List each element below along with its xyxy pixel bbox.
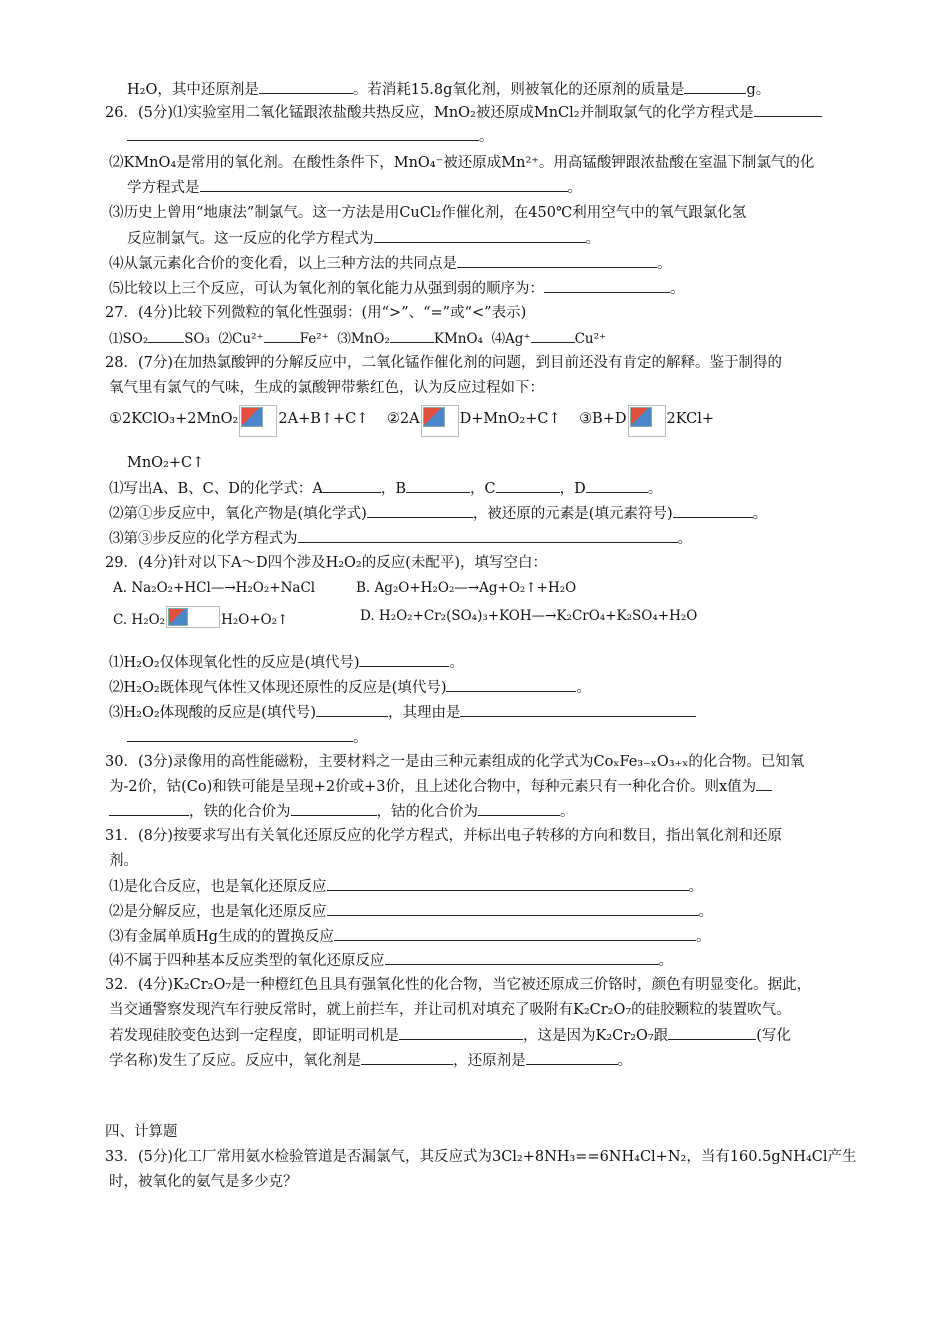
q29-p3: ⑶H₂O₂体现酸的反应是(填代号) ，其理由是 (109, 702, 696, 723)
q32-line4: 学名称)发生了反应。反应中，氧化剂是 ，还原剂是 。 (109, 1050, 632, 1071)
q28-p3: ⑶第③步反应的化学方程式为 。 (109, 528, 692, 549)
q28-equations: ①2KClO₃+2MnO₂ 2A+B↑+C↑ ②2A D+MnO₂+C↑ ③B+D 2KCl+ (109, 405, 714, 437)
q31-p3: ⑶有金属单质Hg生成的的置换反应 。 (109, 926, 710, 947)
q33-line1: 33．(5分)化工厂常用氨水检验管道是否漏氯气，其反应式为3Cl₂+8NH₃==6NH₄Cl+N₂，当有160.5gNH₄Cl产生 (105, 1149, 857, 1165)
q28-p1: ⑴写出A、B、C、D的化学式：A ，B ，C ，D 。 (109, 478, 662, 499)
q26-p3-line1: ⑶历史上曾用“地康法”制氯气。这一方法是用CuCl₂作催化剂，在450℃利用空气中的氧气跟氯化氢 (109, 205, 747, 221)
q28-eq3-cont: MnO₂+C↑ (127, 455, 205, 471)
q27-head: 27．(4分)比较下列微粒的氧化性强弱：(用“>”、“=”或“<”表示) (105, 305, 527, 321)
q26-p3-line2: 反应制氯气。这一反应的化学方程式为 。 (127, 228, 600, 249)
q30-line2: 为-2价，钴(Co)和铁可能是呈现+2价或+3价，且上述化合物中，每种元素只有一种化合价。则x值为 (109, 776, 772, 797)
q31-line2: 剂。 (109, 853, 138, 869)
q26-p1-answer: 。 (127, 126, 494, 147)
q33-line2: 时，被氧化的氨气是多少克？ (109, 1174, 298, 1190)
q31-p4: ⑷不属于四种基本反应类型的氧化还原反应 。 (109, 950, 673, 971)
q29-option-b: B. Ag₂O+H₂O₂—→Ag+O₂↑+H₂O (356, 580, 577, 596)
q28-line1: 28．(7分)在加热氯酸钾的分解反应中，二氧化锰作催化剂的问题，到目前还没有肯定的解释。鉴于制得的 (105, 355, 782, 371)
broken-image-icon (628, 405, 666, 437)
q28-p2: ⑵第①步反应中，氧化产物是(填化学式) ，被还原的元素是(填元素符号) 。 (109, 503, 767, 524)
q30-line3: ，铁的化合价为 ，钴的化合价为 。 (109, 801, 575, 822)
broken-image-icon (166, 606, 220, 628)
q29-p1: ⑴H₂O₂仅体现氧化性的反应是(填代号) 。 (109, 652, 464, 673)
q31-p2: ⑵是分解反应，也是氧化还原反应 。 (109, 901, 713, 922)
broken-image-icon (421, 405, 459, 437)
q31-p1: ⑴是化合反应，也是氧化还原反应 。 (109, 876, 703, 897)
q28-line2: 氧气里有氯气的气味，生成的氯酸钾带紫红色，认为反应过程如下： (109, 380, 544, 396)
q26-p2-line2: 学方程式是 。 (127, 177, 582, 198)
q32-line1: 32．(4分)K₂Cr₂O₇是一种橙红色且具有强氧化性的化合物，当它被还原成三价铬时，颜色有明显变化。据此， (105, 977, 812, 993)
q29-option-c: C. H₂O₂ H₂O+O₂↑ (113, 606, 288, 630)
q29-p3-cont: 。 (127, 727, 368, 748)
q32-line3: 若发现硅胶变色达到一定程度，即证明司机是 ，这是因为K₂Cr₂O₇跟 (写化 (109, 1025, 791, 1046)
q32-line2: 当交通警察发现汽车行驶反常时，就上前拦车，并让司机对填充了吸附有K₂Cr₂O₇的硅胶颗粒的装置吹气。 (109, 1002, 791, 1018)
q26-p4: ⑷从氯元素化合价的变化看，以上三种方法的共同点是 。 (109, 253, 672, 274)
q29-option-d: D. H₂O₂+Cr₂(SO₄)₃+KOH—→K₂CrO₄+K₂SO₄+H₂O (360, 608, 698, 624)
section-title-calc: 四、计算题 (105, 1124, 178, 1140)
q27-items: ⑴SO₂ SO₃ ⑵Cu²⁺ Fe²⁺ ⑶MnO₂ KMnO₄ ⑷Ag⁺ Cu²⁺ (109, 328, 606, 349)
q26-p5: ⑸比较以上三个反应，可认为氧化剂的氧化能力从强到弱的顺序为： 。 (109, 278, 685, 299)
q31-line1: 31．(8分)按要求写出有关氧化还原反应的化学方程式，并标出电子转移的方向和数目，指出氧化剂和还原 (105, 828, 782, 844)
broken-image-icon (239, 405, 277, 437)
q30-line1: 30．(3分)录像用的高性能磁粉，主要材料之一是由三种元素组成的化学式为CoₓFe₃₋ₓO₃₊ₓ的化合物。已知氧 (105, 754, 805, 770)
q29-option-a: A. Na₂O₂+HCl—→H₂O₂+NaCl (113, 580, 316, 596)
q29-p2: ⑵H₂O₂既体现气体性又体现还原性的反应是(填代号) 。 (109, 677, 591, 698)
q29-head: 29．(4分)针对以下A～D四个涉及H₂O₂的反应(未配平)，填写空白： (105, 555, 548, 571)
q26-p2-line1: ⑵KMnO₄是常用的氧化剂。在酸性条件下，MnO₄⁻被还原成Mn²⁺。用高锰酸钾跟浓盐酸在室温下制氯气的化 (109, 155, 815, 171)
q25-tail-line: H₂O，其中还原剂是 。若消耗15.8g氧化剂，则被氧化的还原剂的质量是 g。 (127, 79, 770, 100)
q26-head: 26．(5分)⑴实验室用二氧化锰跟浓盐酸共热反应，MnO₂被还原成MnCl₂并制取氯气的化学方程式是 (105, 102, 822, 123)
